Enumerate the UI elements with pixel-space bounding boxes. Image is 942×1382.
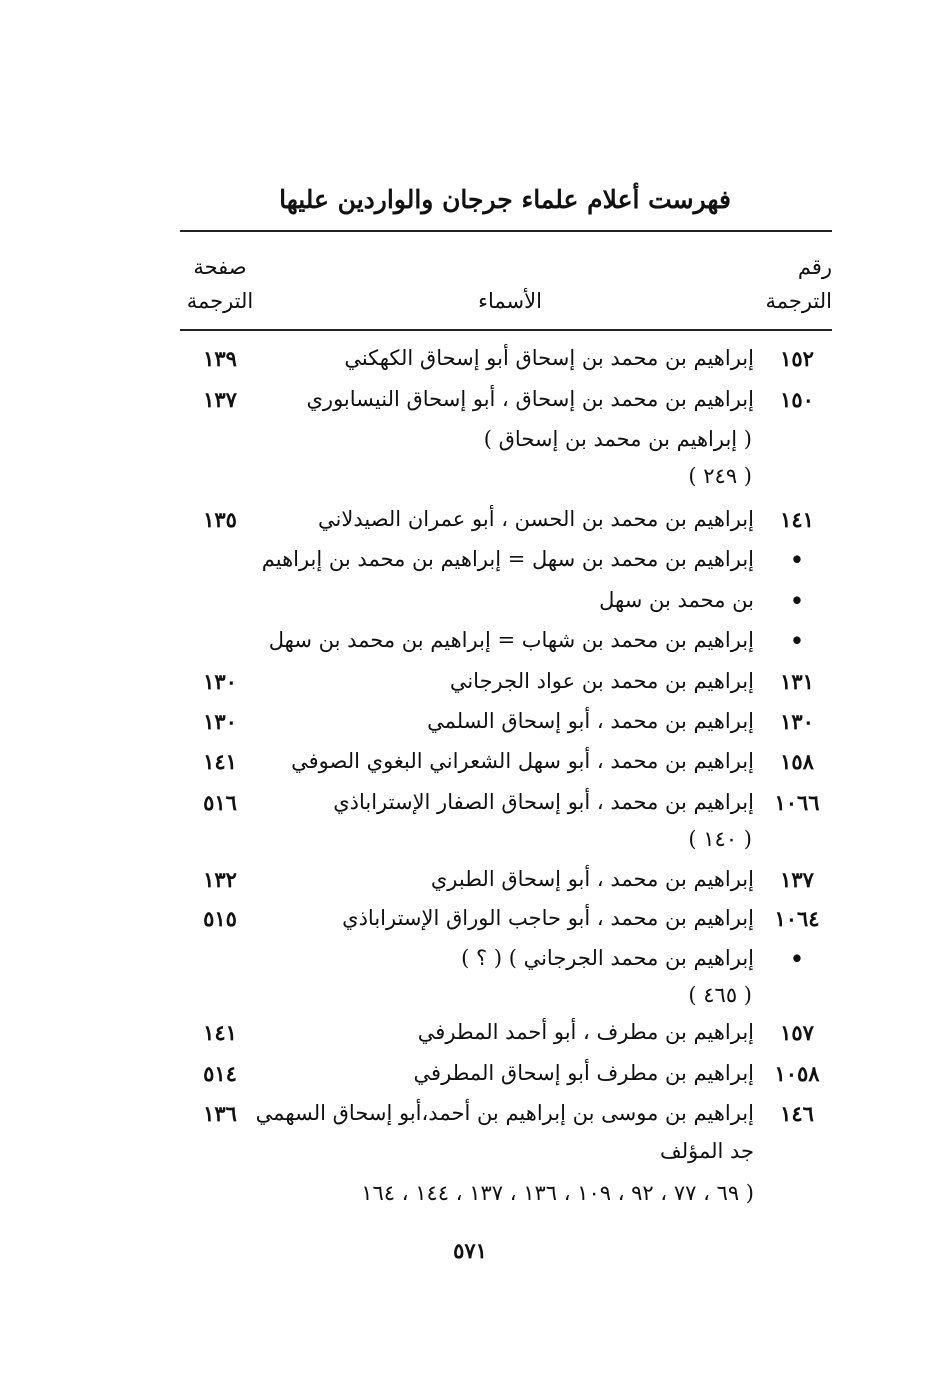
entry-bullet: •: [790, 547, 804, 572]
index-row: [180, 541, 832, 581]
header-rule: [180, 329, 832, 331]
entry-name: إبراهيم بن محمد بن الحسن ، أبو عمران الصيدلاني: [318, 507, 754, 531]
entry-bullet: •: [790, 628, 804, 653]
entry-name: إبراهيم بن محمد بن إسحاق ، أبو إسحاق النيسابوري: [306, 387, 754, 411]
entry-name: إبراهيم بن محمد بن عواد الجرجاني: [449, 669, 754, 693]
entry-page: ٥١٥: [203, 906, 237, 931]
top-rule: [180, 230, 832, 232]
entry-name: ( ١٤٠ ): [688, 827, 752, 851]
entry-number: ١٤١: [780, 507, 814, 532]
entry-name: جد المؤلف: [659, 1139, 754, 1163]
entry-name: إبراهيم بن محمد ، أبو إسحاق الصفار الإستراباذي: [333, 790, 754, 814]
entry-name: إبراهيم بن محمد ، أبو سهل الشعراني البغوي الصوفي: [291, 749, 754, 773]
entry-name: إبراهيم بن محمد ، أبو إسحاق السلمي: [427, 709, 754, 733]
entry-name: إبراهيم بن محمد بن سهل = إبراهيم بن محمد بن إبراهيم: [261, 547, 754, 571]
index-row: [180, 458, 832, 498]
entry-page: ١٣٩: [203, 346, 237, 371]
entry-page: ١٤١: [203, 749, 237, 774]
entry-number: ١٥٧: [780, 1020, 814, 1045]
entry-page: ١٣٠: [203, 669, 237, 694]
entry-page: ١٣٥: [203, 507, 237, 532]
header-page: [170, 250, 270, 318]
index-row: [180, 340, 832, 380]
entry-page: ١٣٦: [203, 1101, 237, 1126]
entry-name: ( ٦٩ ، ٧٧ ، ٩٢ ، ١٠٩ ، ١٣٦ ، ١٣٧ ، ١٤٤ ، ١٦٤: [361, 1181, 754, 1205]
entry-name: إبراهيم بن محمد الجرجاني ) ( ؟ ): [461, 946, 754, 970]
entry-number: ١٥٨: [780, 749, 814, 774]
entry-page: ١٣٢: [203, 867, 237, 892]
entry-name: إبراهيم بن محمد ، أبو حاجب الوراق الإستراباذي: [342, 906, 754, 930]
entry-number: ١٥٢: [780, 346, 814, 371]
entry-number: ١٣٠: [780, 709, 814, 734]
entry-name: إبراهيم بن محمد بن إسحاق أبو إسحاق الكهكني: [344, 346, 754, 370]
index-row: [180, 1014, 832, 1054]
index-row: [180, 1133, 832, 1173]
entry-page: ١٤١: [203, 1020, 237, 1045]
index-row: [180, 501, 832, 541]
entry-number: ١٤٦: [780, 1101, 814, 1126]
entry-number: ١٠٦٦: [774, 790, 820, 815]
entry-name: إبراهيم بن محمد ، أبو إسحاق الطبري: [430, 867, 754, 891]
page-number: ٥٧١: [453, 1238, 487, 1263]
entry-page: ٥١٤: [203, 1061, 237, 1086]
entry-number: ١٠٥٨: [774, 1061, 820, 1086]
index-row: [180, 663, 832, 703]
header-number: [740, 250, 832, 318]
index-row: [180, 703, 832, 743]
entry-number: ١٣٧: [780, 867, 814, 892]
header-number-line2: الترجمة: [765, 289, 832, 313]
entry-page: ١٣٧: [203, 387, 237, 412]
index-row: [180, 622, 832, 662]
index-row: [180, 421, 832, 461]
entry-name: ( ٢٤٩ ): [688, 464, 752, 488]
entry-name: إبراهيم بن مطرف ، أبو أحمد المطرفي: [417, 1020, 754, 1044]
entry-number: ١٥٠: [780, 387, 814, 412]
index-row: [180, 1095, 832, 1135]
entry-name: إبراهيم بن موسى بن إبراهيم بن أحمد،أبو إسحاق السهمي: [255, 1101, 754, 1125]
entry-name: ( ٤٦٥ ): [688, 983, 752, 1007]
entry-name: إبراهيم بن مطرف أبو إسحاق المطرفي: [413, 1061, 754, 1085]
header-names: الأسماء: [478, 289, 542, 313]
entry-bullet: •: [790, 588, 804, 613]
page-title: فهرست أعلام علماء جرجان والواردين عليها: [279, 185, 731, 214]
entry-number: ١٣١: [780, 669, 814, 694]
entry-name: ( إبراهيم بن محمد بن إسحاق ): [483, 427, 752, 451]
index-row: [180, 821, 832, 861]
index-row: [180, 381, 832, 421]
entry-name: إبراهيم بن محمد بن شهاب = إبراهيم بن محمد بن سهل: [268, 628, 754, 652]
index-row: [180, 784, 832, 824]
index-row: [180, 1175, 832, 1215]
header-page-line1: صفحة: [193, 255, 247, 279]
header-number-line1: رقم: [797, 255, 832, 279]
index-row: [180, 1055, 832, 1095]
entry-name: بن محمد بن سهل: [599, 588, 754, 612]
header-page-line2: الترجمة: [186, 289, 254, 313]
index-row: [180, 977, 832, 1017]
index-row: [180, 743, 832, 783]
index-row: [180, 940, 832, 980]
index-row: [180, 861, 832, 901]
entry-number: ١٠٦٤: [774, 906, 820, 931]
index-row: [180, 900, 832, 940]
index-row: [180, 582, 832, 622]
entry-bullet: •: [790, 946, 804, 971]
entry-page: ٥١٦: [203, 790, 237, 815]
entry-page: ١٣٠: [203, 709, 237, 734]
